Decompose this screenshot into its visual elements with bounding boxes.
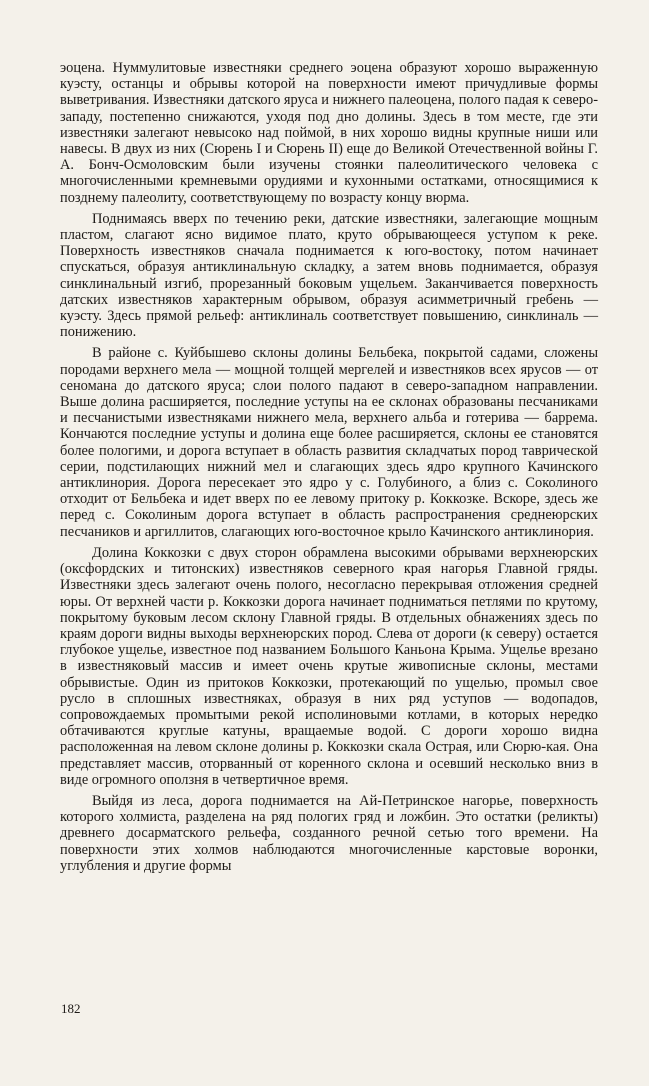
paragraph-5: Выйдя из леса, дорога поднимается на Ай-Петринское нагорье, поверхность которого холмиста, разделена на ряд пологих гряд и ложбин. Это остатки (реликты) древнего досарматского рельефа, созданного речной сетью того времени. На поверхности этих холмов наблюдаются многочисленные карстовые воронки, углубления и другие формы [60,792,598,874]
paragraph-1: эоцена. Нуммулитовые известняки среднего эоцена образуют хорошо выраженную куэсту, останцы и обрывы которой на поверхности имеют причудливые формы выветривания. Известняки датского яруса и нижнего палеоцена, полого падая к северо-западу, постепенно снижаются, уходя под дно долины. Здесь в том месте, где эти известняки залегают невысоко над поймой, в них хорошо видны крупные ниши или навесы. В двух из них (Сюрень I и Сюрень II) еще до Великой Отечественной войны Г. А. Бонч-Осмоловским были изучены стоянки палеолитического человека с многочисленными кремневыми орудиями и кухонными остатками, относящимися к позднему палеолиту, соответствующему по возрасту концу вюрма. [60,60,598,206]
paragraph-2: Поднимаясь вверх по течению реки, датские известняки, залегающие мощным пластом, слагают ясно видимое плато, круто обрывающееся уступом к реке. Поверхность известняков сначала поднимается к юго-востоку, потом начинает спускаться, образуя антиклинальную складку, а затем вновь поднимается, образуя синклинальный изгиб, прорезанный боковым ущельем. Заканчивается поверхность датских известняков характерным обрывом, образуя асимметричный гребень — куэсту. Здесь прямой рельеф: антиклиналь соответствует повышению, синклиналь — понижению. [60,210,598,341]
page-text [60,60,598,874]
paragraph-3: В районе с. Куйбышево склоны долины Бельбека, покрытой садами, сложены породами верхнего мела — мощной толщей мергелей и известняков всех ярусов — от сеномана до датского яруса; слои полого падают в северо-западном направлении. Выше долина расширяется, последние уступы на ее склонах образованы песчаниками и песчанистыми известняками нижнего мела, верхнего альба и готерива — баррема. Кончаются последние уступы и долина еще более расширяется, склоны ее становятся более пологими, и дорога вступает в область развития складчатых пород таврической серии, подстилающих нижний мел и слагающих здесь ядро крупного Качинского антиклинория. Дорога пересекает это ядро у с. Голубиного, а близ с. Соколиного отходит от Бельбека и идет вверх по ее левому притоку р. Коккозке. Вскоре, здесь же перед с. Соколиным дорога вступает в область распространения среднеюрских песчаников и аргиллитов, слагающих юго-восточное крыло Качинского антиклинория. [60,345,598,540]
page-number: 182 [61,1001,81,1016]
paragraph-4: Долина Коккозки с двух сторон обрамлена высокими обрывами верхнеюрских (оксфордских и титонских) известняков северного края нагорья Главной гряды. Известняки здесь залегают очень полого, несогласно перекрывая отложения средней юры. От верхней части р. Коккозки дорога начинает подниматься петлями по крутому, покрытому буковым лесом склону Главной гряды. В отдельных обнажениях здесь по краям дороги видны выходы верхнеюрских пород. Слева от дороги (к северу) остается глубокое ущелье, известное под названием Большого Каньона Крыма. Ущелье врезано в известняковый массив и имеет очень крутые живописные склоны, местами обрывистые. Один из притоков Коккозки, протекающий по ущелью, промыл свое русло в сплошных известняках, образуя в них ряд уступов — водопадов, сопровождаемых промытыми рекой исполиновыми котлами, в которых нередко обтачиваются круглые катуны, вращаемые водой. С дороги хорошо видна расположенная на левом склоне долины р. Коккозки скала Острая, или Сюрю-кая. Она представляет массив, оторванный от коренного склона и осевший несколько вниз в виде огромного оползня в четвертичное время. [60,544,598,788]
